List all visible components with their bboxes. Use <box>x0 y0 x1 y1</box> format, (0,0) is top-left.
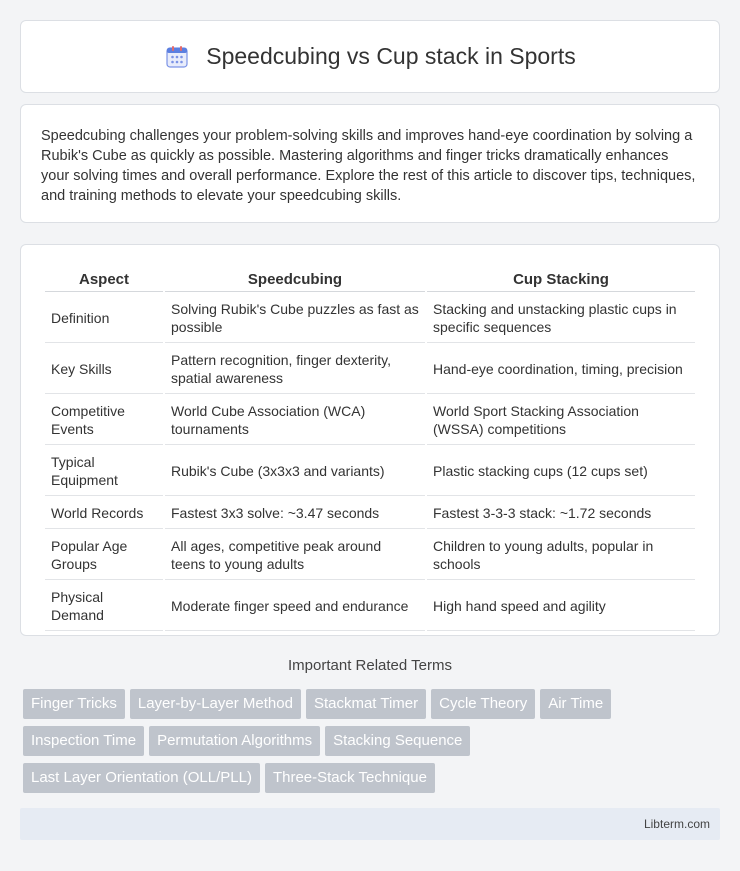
table-cell: Definition <box>45 294 163 343</box>
footer <box>20 808 720 840</box>
table-cell: Hand-eye coordination, timing, precision <box>427 345 695 394</box>
related-term-tag[interactable]: Finger Tricks <box>23 689 125 719</box>
related-term-tag[interactable]: Layer-by-Layer Method <box>130 689 301 719</box>
column-header: Speedcubing <box>165 267 425 292</box>
table-row <box>45 531 695 580</box>
related-term-tag[interactable]: Cycle Theory <box>431 689 535 719</box>
table-row <box>45 447 695 496</box>
table-cell: World Sport Stacking Association (WSSA) competitions <box>427 396 695 445</box>
related-terms-list <box>23 689 717 800</box>
footer-site-link[interactable]: Libterm.com <box>643 817 710 831</box>
related-term-tag[interactable]: Air Time <box>540 689 611 719</box>
table-row <box>45 294 695 343</box>
page-title: Speedcubing vs Cup stack in Sports <box>206 43 576 69</box>
table-cell: Rubik's Cube (3x3x3 and variants) <box>165 447 425 496</box>
intro-card <box>20 104 720 223</box>
related-term-tag[interactable]: Permutation Algorithms <box>149 726 320 756</box>
table-row <box>45 396 695 445</box>
related-term-tag[interactable]: Inspection Time <box>23 726 144 756</box>
related-terms-title: Important Related Terms <box>288 657 452 674</box>
table-cell: High hand speed and agility <box>427 582 695 631</box>
table-cell: Pattern recognition, finger dexterity, spatial awareness <box>165 345 425 394</box>
table-cell: Fastest 3x3 solve: ~3.47 seconds <box>165 498 425 529</box>
table-cell: World Records <box>45 498 163 529</box>
column-header: Cup Stacking <box>427 267 695 292</box>
comparison-card <box>20 244 720 636</box>
table-cell: Children to young adults, popular in schools <box>427 531 695 580</box>
table-header-row <box>45 267 695 292</box>
table-cell: Key Skills <box>45 345 163 394</box>
title-card <box>20 20 720 93</box>
table-cell: Competitive Events <box>45 396 163 445</box>
table-cell: Physical Demand <box>45 582 163 631</box>
table-row <box>45 345 695 394</box>
comparison-table <box>43 265 697 633</box>
related-term-tag[interactable]: Three-Stack Technique <box>265 763 435 793</box>
related-term-tag[interactable]: Stacking Sequence <box>325 726 470 756</box>
table-cell: Stacking and unstacking plastic cups in specific sequences <box>427 294 695 343</box>
calendar-grid-icon <box>164 44 190 70</box>
column-header: Aspect <box>45 267 163 292</box>
table-cell: All ages, competitive peak around teens to young adults <box>165 531 425 580</box>
table-cell: Moderate finger speed and endurance <box>165 582 425 631</box>
table-cell: Typical Equipment <box>45 447 163 496</box>
table-cell: Plastic stacking cups (12 cups set) <box>427 447 695 496</box>
related-term-tag[interactable]: Last Layer Orientation (OLL/PLL) <box>23 763 260 793</box>
intro-paragraph: Speedcubing challenges your problem-solving skills and improves hand-eye coordination by solving a Rubik's Cube as quickly as possible. Mastering algorithms and finger tricks dramatically enhances your solving times and overall performance. Explore the rest of this article to discover tips, techniques, and training methods to elevate your speedcubing skills. <box>41 128 696 204</box>
table-row <box>45 582 695 631</box>
table-cell: World Cube Association (WCA) tournaments <box>165 396 425 445</box>
table-cell: Fastest 3-3-3 stack: ~1.72 seconds <box>427 498 695 529</box>
table-cell: Solving Rubik's Cube puzzles as fast as possible <box>165 294 425 343</box>
table-cell: Popular Age Groups <box>45 531 163 580</box>
table-row <box>45 498 695 529</box>
related-term-tag[interactable]: Stackmat Timer <box>306 689 426 719</box>
